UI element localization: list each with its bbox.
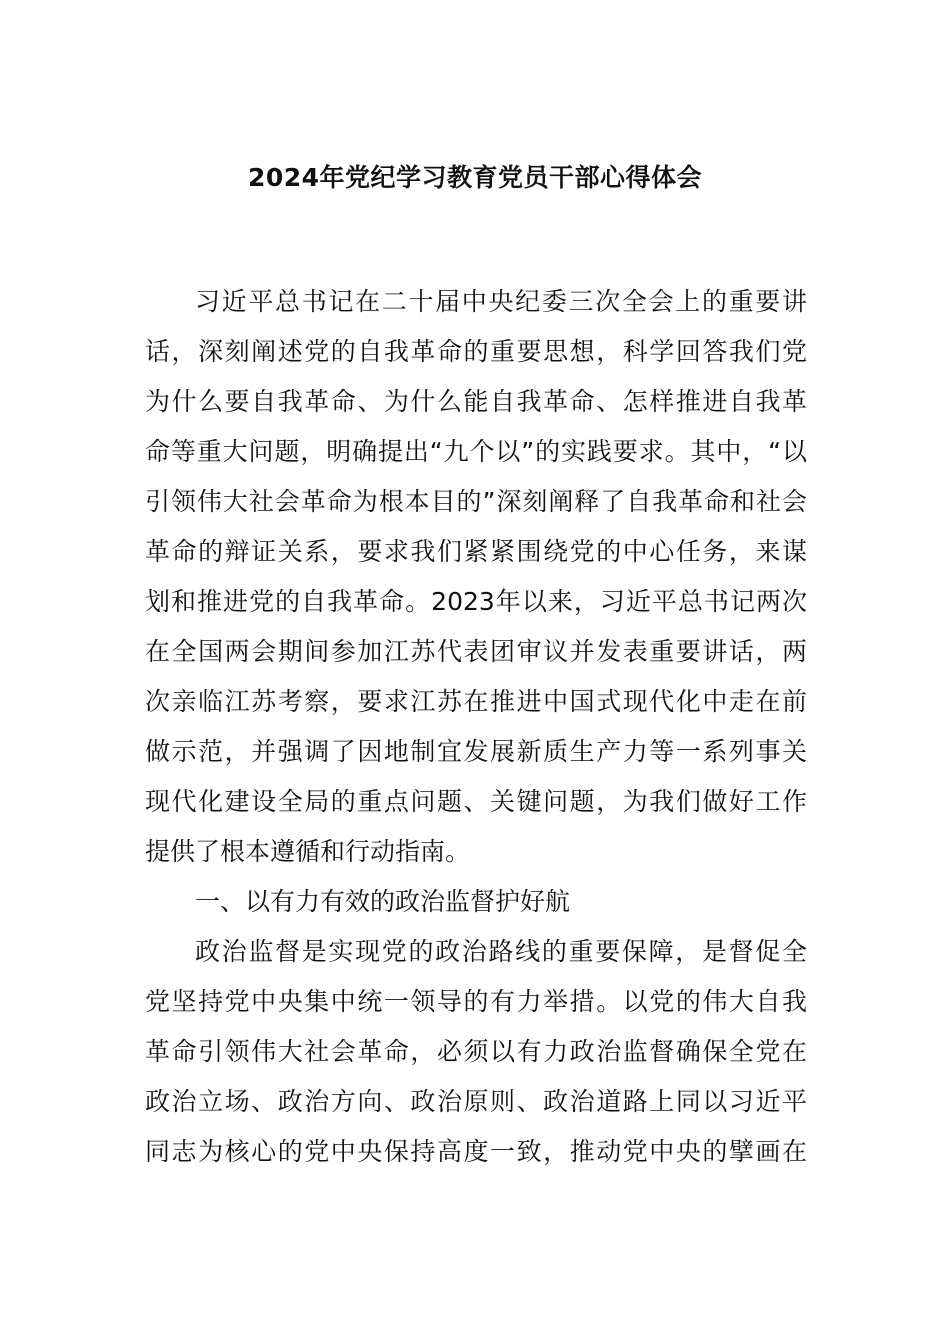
section-heading: 一、以有力有效的政治监督护好航 [195, 887, 571, 916]
paragraph-line: 划和推进党的自我革命。2023年以来，习近平总书记两次 [145, 587, 807, 616]
paragraph-line: 引领伟大社会革命为根本目的”深刻阐释了自我革命和社会 [145, 487, 807, 516]
document-body [145, 277, 807, 1177]
paragraph-line: 提供了根本遵循和行动指南。 [145, 837, 471, 866]
document-title: 2024年党纪学习教育党员干部心得体会 [247, 163, 703, 192]
paragraph-line: 习近平总书记在二十届中央纪委三次全会上的重要讲 [195, 287, 807, 316]
paragraph-line: 做示范，并强调了因地制宜发展新质生产力等一系列事关 [145, 737, 807, 766]
paragraph-line: 话，深刻阐述党的自我革命的重要思想，科学回答我们党 [145, 337, 807, 366]
paragraph-line: 现代化建设全局的重点问题、关键问题，为我们做好工作 [145, 787, 807, 816]
paragraph-line: 党坚持党中央集中统一领导的有力举措。以党的伟大自我 [145, 987, 807, 1016]
paragraph-line: 政治监督是实现党的政治路线的重要保障，是督促全 [195, 937, 807, 966]
paragraph-line: 次亲临江苏考察，要求江苏在推进中国式现代化中走在前 [145, 687, 807, 716]
paragraph-line: 在全国两会期间参加江苏代表团审议并发表重要讲话，两 [145, 637, 807, 666]
paragraph-line: 为什么要自我革命、为什么能自我革命、怎样推进自我革 [145, 387, 807, 416]
paragraph-line: 同志为核心的党中央保持高度一致，推动党中央的擘画在 [145, 1137, 807, 1166]
paragraph-line: 政治立场、政治方向、政治原则、政治道路上同以习近平 [145, 1087, 807, 1116]
paragraph-line: 命等重大问题，明确提出“九个以”的实践要求。其中，“以 [145, 437, 807, 466]
paragraph-line: 革命引领伟大社会革命，必须以有力政治监督确保全党在 [145, 1037, 807, 1066]
paragraph-line: 革命的辩证关系，要求我们紧紧围绕党的中心任务，来谋 [145, 537, 807, 566]
